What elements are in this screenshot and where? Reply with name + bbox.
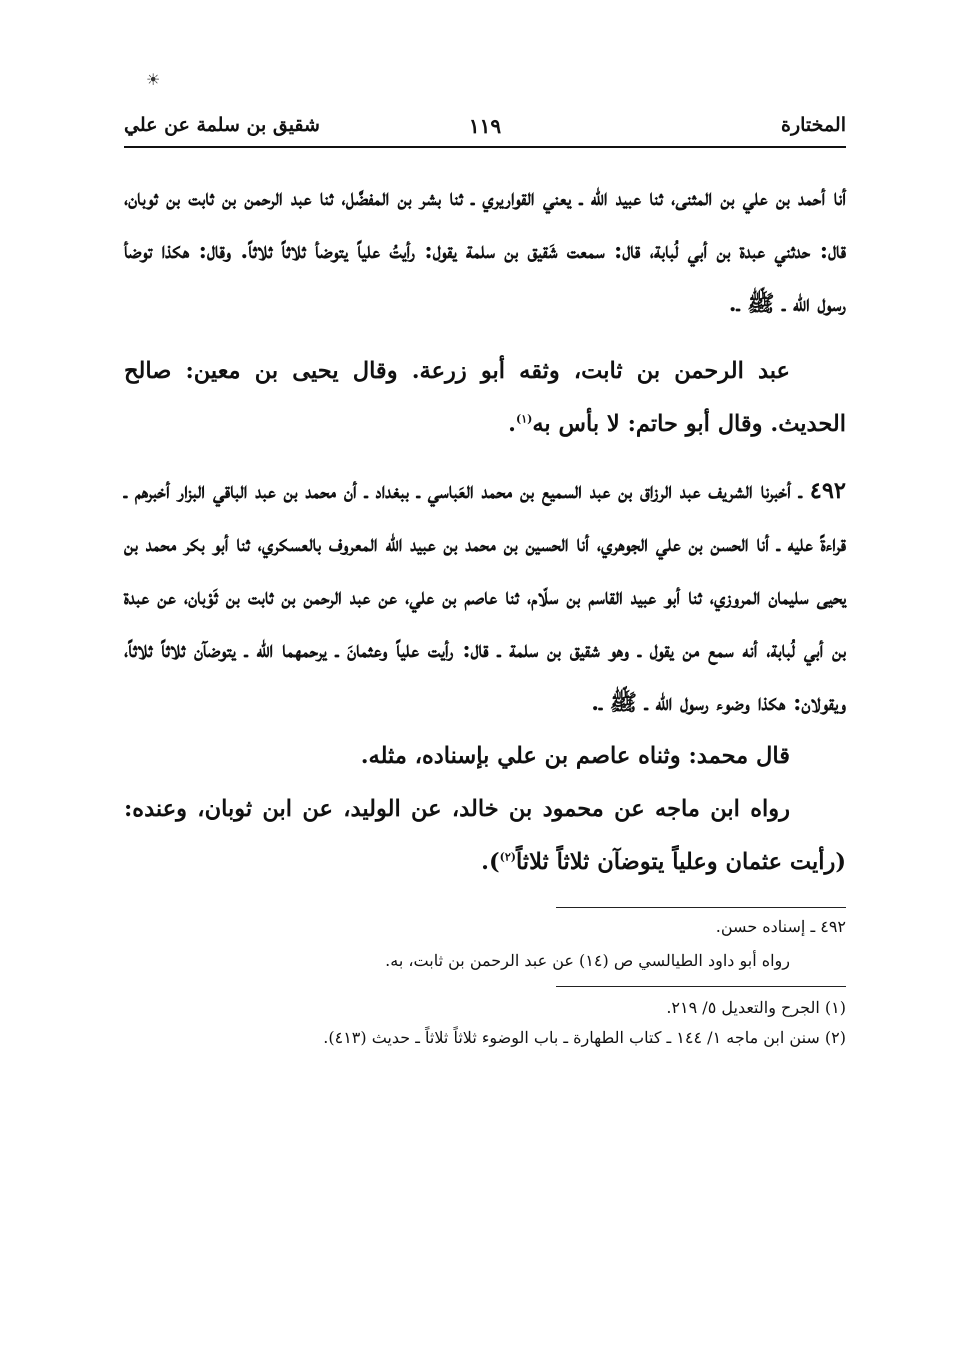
hadith-note-line-1: ٤٩٢ ـ إسناده حسن. [715, 917, 846, 936]
top-ornament-icon: ☀ [146, 70, 161, 89]
page-number: ١١٩ [468, 114, 502, 138]
footnote-ref-1: (١) [516, 412, 533, 426]
paragraph-muhammad-note: قال محمد: وثناه عاصم بن علي بإسناده، مثله. [360, 743, 790, 769]
header-chapter-title: شقيق بن سلمة عن علي [124, 114, 320, 136]
hadith-492-text: ـ أخبرنا الشريف عبد الرزاق بن عبد السميع بن محمد العَباسي ـ ببغداد ـ أن محمد بن عبد الباقي البزار أخبرهم ـ قراءةً عليه ـ أنا الحسن بن علي الجوهري، أنا الحسين بن محمد بن عبيد الله المعروف بالعسكري، ثنا أبو بكر محمد بن يحيى سليمان المروزي، ثنا أبو عبيد القاسم بن سلّام، ثنا عاصم بن علي، عن عبد الرحمن بن ثابت بن ثَوْبان، عن عبدة بن أبي لُبابة، أنه سمع من يقول ـ وهو شقيق بن سلمة ـ قال: رأيت علياً وعثمانَ ـ يرحمهما الله ـ يتوضآن ثلاثاً ثلاثاً، ويقولان: هكذا وضوء رسول الله ـ ﷺ ـ. [124, 478, 846, 716]
running-header [124, 110, 846, 144]
paragraph-ibn-majah-end: ). [481, 849, 500, 875]
paragraph-narrator-note-text: عبد الرحمن بن ثابت، وثقه أبو زرعة. وقال يحيى بن معين: صالح الحديث. وقال أبو حاتم: لا بأس به [124, 358, 846, 437]
header-book-title: المختارة [781, 114, 846, 136]
paragraph-ibn-majah-text: رواه ابن ماجه عن محمود بن خالد، عن الوليد، عن ابن ثوبان، وعنده: (رأيت عثمان وعلياً يتوضآن ثلاثاً ثلاثاً [124, 796, 846, 875]
hadith-note-line-2: رواه أبو داود الطيالسي ص (١٤) عن عبد الرحمن بن ثابت، به. [385, 951, 790, 970]
footnote-list [124, 993, 846, 1053]
paragraph-chain-1: أنا أحمد بن علي بن المثنى، ثنا عبيد الله ـ يعني القواريري ـ ثنا بشر بن المفضَّل، ثنا عبد الرحمن بن ثابت بن ثوبان، قال: حدثني عبدة بن أبي لُبابة، قال: سمعت شَقيق بن سلمة يقول: رأيتُ علياً يتوضأ ثلاثاً ثلاثاً. وقال: هكذا توضأ رسول الله ـ ﷺ ـ. [124, 185, 846, 317]
hadith-number: ٤٩٢ [809, 478, 846, 504]
paragraph-narrator-note [124, 345, 846, 451]
paragraph-hadith-492 [124, 465, 846, 730]
notes-divider [556, 907, 846, 908]
paragraph-narrator-note-end: . [508, 411, 516, 437]
footnote-1: (١) الجرح والتعديل ٥/ ٢١٩. [666, 998, 846, 1017]
footnote-2: (٢) سنن ابن ماجه ١/ ١٤٤ ـ كتاب الطهارة ـ باب الوضوء ثلاثاً ثلاثاً ـ حديث (٤١٣). [323, 1028, 846, 1047]
footnotes-divider [556, 986, 846, 987]
main-text [124, 172, 846, 1053]
paragraph-ibn-majah [124, 783, 846, 889]
header-divider [124, 146, 846, 148]
footnote-ref-2: (٢) [499, 850, 516, 864]
